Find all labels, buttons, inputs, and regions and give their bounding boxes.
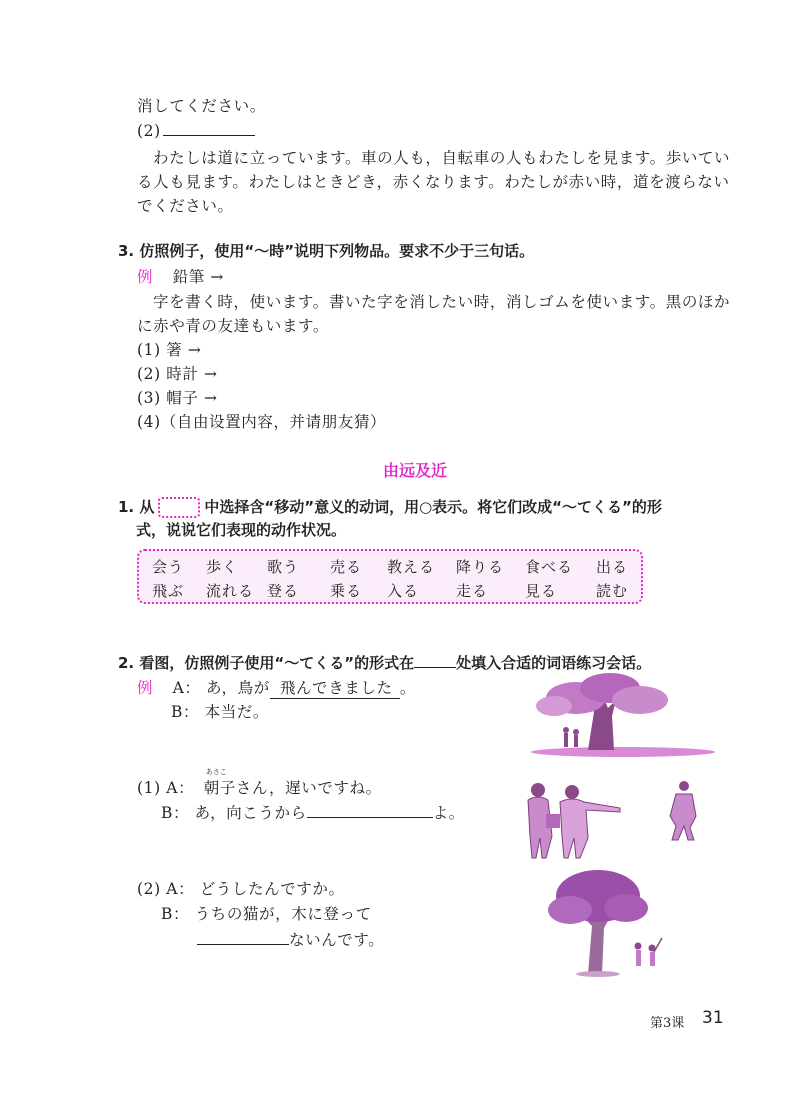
dialog-label: (1) A： <box>137 779 195 797</box>
example-line: 字を書く時，使います。書いた字を消したい時，消しゴムを使います。黒のほか <box>153 293 731 311</box>
verb-item[interactable]: 登る <box>267 582 300 600</box>
example-row <box>137 265 224 287</box>
bag-icon <box>546 814 560 828</box>
tree-foliage <box>536 696 572 716</box>
page-number: 31 <box>702 1008 724 1028</box>
heading-text: 2. 看图，仿照例子使用“～てくる”的形式在 <box>118 654 415 672</box>
tree-birds-illustration <box>528 672 718 760</box>
example-dialog-a <box>137 676 416 699</box>
lesson-label: 第3课 <box>650 1016 685 1031</box>
person-head <box>531 783 545 797</box>
item-label <box>137 121 255 140</box>
tree-foliage <box>548 896 592 924</box>
item-number: (2) <box>137 122 161 140</box>
child-figure <box>573 729 579 735</box>
list-item: (1) 箸 → <box>137 341 202 359</box>
person-head <box>565 785 579 799</box>
child-figure <box>564 733 568 747</box>
child-figure <box>635 943 642 950</box>
verb-item[interactable]: 飛ぶ <box>152 582 185 600</box>
section-title: 由远及近 <box>383 461 448 480</box>
dialog-text: 。 <box>399 679 416 697</box>
list-item: (3) 帽子 → <box>137 389 218 407</box>
dialog-text: B： あ，向こうから <box>161 804 307 822</box>
example-tag: 例 <box>137 268 154 286</box>
dialog-line <box>197 928 384 950</box>
ruby-name <box>203 768 236 798</box>
dialog-line: (2) A： どうしたんですか。 <box>137 880 345 898</box>
paragraph-line: でください。 <box>137 197 234 215</box>
example-answer: 飛んできました <box>270 676 400 699</box>
dotted-box-icon <box>158 497 200 518</box>
exercise-heading: 3. 仿照例子，使用“～時”说明下列物品。要求不少于三句话。 <box>118 242 535 260</box>
ruby-reading: あさこ <box>205 768 227 776</box>
child-figure <box>574 735 578 747</box>
verb-item[interactable]: 入る <box>387 582 420 600</box>
dialog-text: よ。 <box>432 804 465 822</box>
verb-item[interactable]: 教える <box>387 558 436 576</box>
person-head <box>679 781 689 791</box>
verb-item[interactable]: 売る <box>330 558 363 576</box>
verb-item[interactable]: 歌う <box>267 558 300 576</box>
heading-text: 处填入合适的词语练习会话。 <box>456 654 652 672</box>
tree-cat-illustration <box>540 866 680 978</box>
dialog-text: A： あ，鳥が <box>172 679 270 697</box>
ground-shadow <box>531 747 715 757</box>
tree-foliage <box>604 894 648 922</box>
text-line: 消してください。 <box>137 97 266 115</box>
dialog-line <box>161 801 465 823</box>
example-line: に赤や青の友達もいます。 <box>137 317 329 335</box>
verb-item[interactable]: 出る <box>596 558 629 576</box>
name-text: 朝子 <box>203 779 236 797</box>
heading-text: 1. 从 <box>118 498 155 516</box>
exercise-heading <box>118 496 662 518</box>
verb-item[interactable]: 流れる <box>206 582 255 600</box>
pointing-arm <box>654 938 662 952</box>
verb-item[interactable]: 乗る <box>330 582 363 600</box>
dialog-line <box>137 768 382 798</box>
paragraph-line: る人も見ます。わたしはときどき，赤くなります。わたしが赤い時，道を渡らない <box>137 173 730 191</box>
verb-item[interactable]: 走る <box>456 582 489 600</box>
ground-shadow <box>576 971 620 977</box>
tree-foliage <box>612 686 668 714</box>
heading-text: 中选择含“移动”意义的动词，用○表示。将它们改成“～てくる”的形 <box>204 498 662 516</box>
dialog-text: ないんです。 <box>289 931 385 949</box>
verb-item[interactable]: 降りる <box>456 558 505 576</box>
person-body <box>560 799 620 858</box>
dialog-text: さん，遅いですね。 <box>235 779 382 797</box>
example-dialog-b: B： 本当だ。 <box>171 703 270 721</box>
verb-item[interactable]: 会う <box>152 558 185 576</box>
answer-blank[interactable] <box>197 930 289 945</box>
list-item: (4)（自由设置内容，并请朋友猜） <box>137 413 387 431</box>
child-figure <box>650 952 655 966</box>
exercise-heading-line2: 式，说说它们表现的动作状况。 <box>136 521 347 539</box>
women-walking-illustration <box>524 776 714 860</box>
paragraph-line: わたしは道に立っています。車の人も，自転車の人もわたしを見ます。歩いてい <box>153 149 731 167</box>
blank-indicator <box>414 653 456 668</box>
verb-item[interactable]: 食べる <box>525 558 574 576</box>
child-figure <box>563 727 569 733</box>
dialog-line: B： うちの猫が，木に登って <box>161 905 372 923</box>
verb-item[interactable]: 読む <box>596 582 629 600</box>
verb-item[interactable]: 歩く <box>206 558 239 576</box>
child-figure <box>636 950 641 966</box>
example-tag: 例 <box>137 679 154 697</box>
example-word: 鉛筆 → <box>172 268 224 286</box>
verb-item[interactable]: 見る <box>525 582 558 600</box>
person-body <box>670 794 696 840</box>
answer-blank[interactable] <box>307 803 433 818</box>
exercise-heading <box>118 652 651 673</box>
list-item: (2) 時計 → <box>137 365 218 383</box>
answer-blank <box>163 121 255 136</box>
